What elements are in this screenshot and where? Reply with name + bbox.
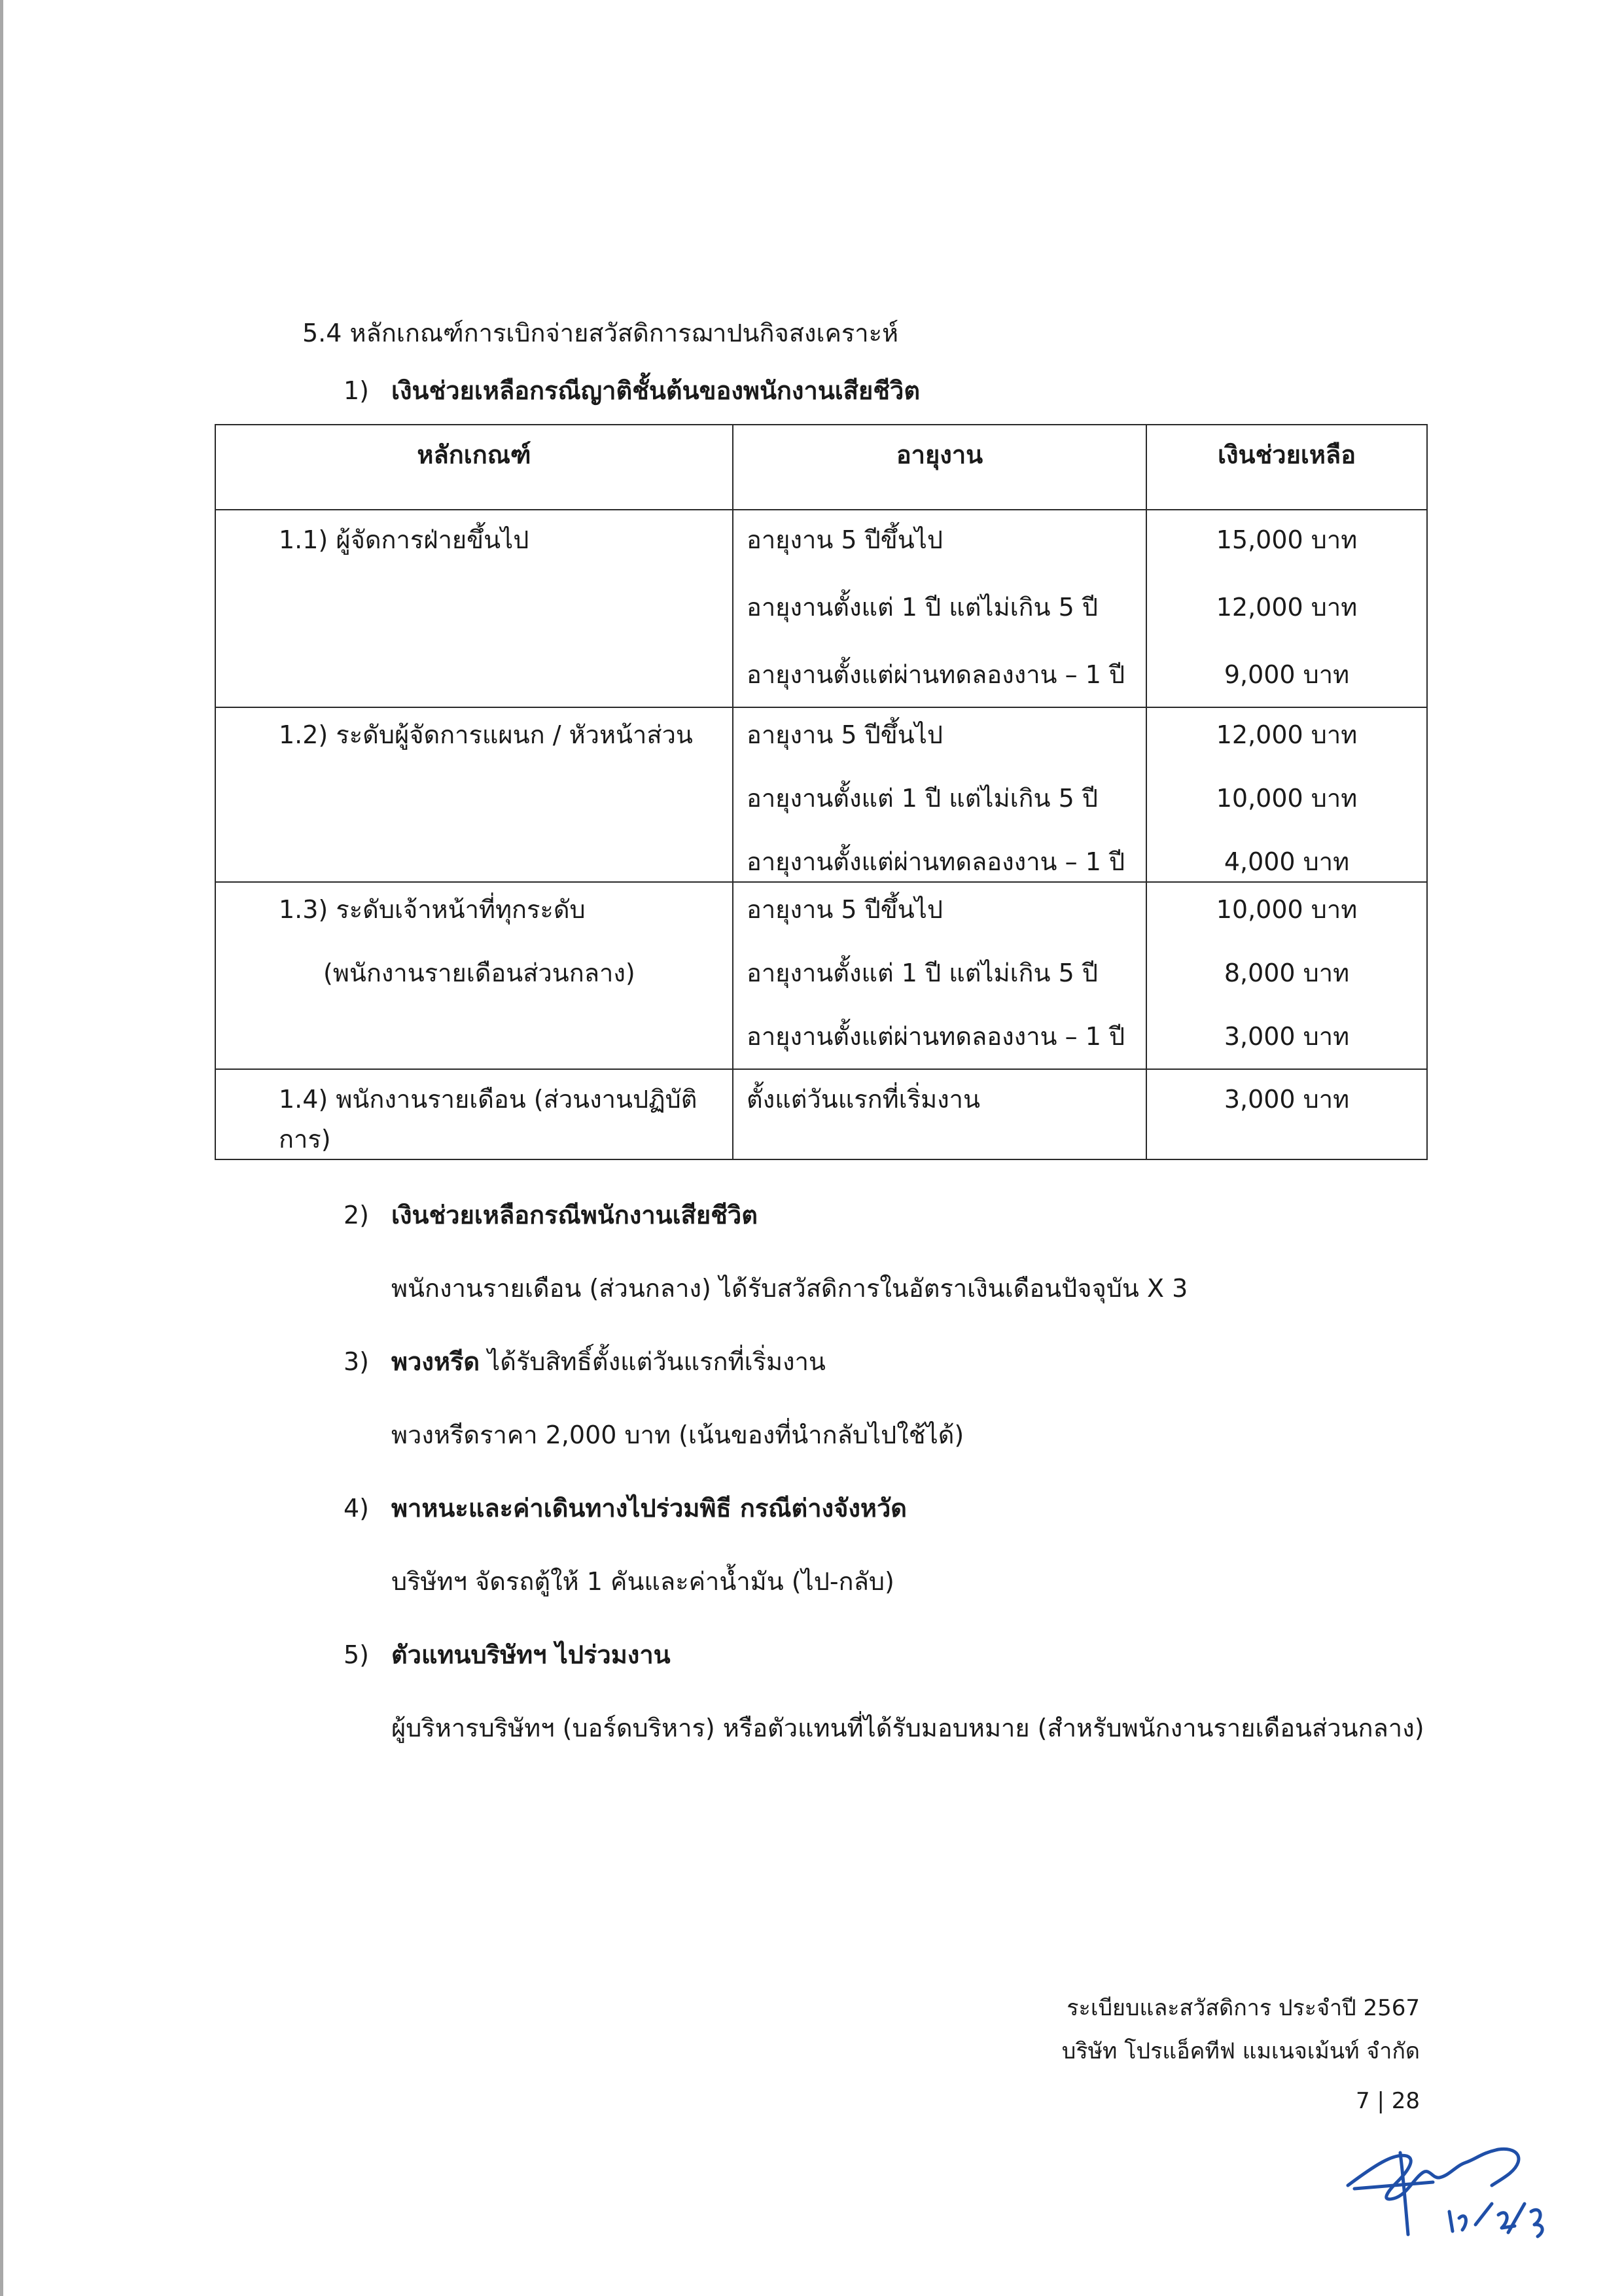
- amount-text: 10,000 บาท: [1216, 784, 1358, 813]
- section-heading: 5.4 หลักเกณฑ์การเบิกจ่ายสวัสดิการฌาปนกิจสงเคราะห์: [302, 319, 899, 347]
- amount-text: 8,000 บาท: [1224, 959, 1350, 987]
- item-3-title: พวงหรีด: [391, 1347, 480, 1376]
- page-number: 7 | 28: [1356, 2088, 1420, 2114]
- tenure-text: อายุงานตั้งแต่ผ่านทดลองงาน – 1 ปี: [747, 660, 1125, 689]
- tenure-text: อายุงานตั้งแต่ 1 ปี แต่ไม่เกิน 5 ปี: [747, 593, 1098, 622]
- table-row: [215, 707, 1427, 882]
- amount-text: 12,000 บาท: [1216, 593, 1358, 622]
- tenure-text: อายุงานตั้งแต่ 1 ปี แต่ไม่เกิน 5 ปี: [747, 959, 1098, 987]
- item-5-title: ตัวแทนบริษัทฯ ไปร่วมงาน: [391, 1640, 671, 1669]
- tenure-text: อายุงาน 5 ปีขึ้นไป: [747, 895, 943, 924]
- item-3-body: พวงหรีดราคา 2,000 บาท (เน้นของที่นำกลับไปใช้ได้): [391, 1421, 964, 1449]
- amount-text: 9,000 บาท: [1224, 660, 1350, 689]
- table-header-row: [215, 425, 1427, 510]
- item-1-number: 1): [344, 376, 370, 405]
- amount-text: 3,000 บาท: [1224, 1022, 1350, 1051]
- amount-text: 4,000 บาท: [1224, 847, 1350, 876]
- table-header-tenure: อายุงาน: [896, 440, 983, 469]
- amount-text: 12,000 บาท: [1216, 720, 1358, 749]
- criteria-table: [215, 424, 1428, 1160]
- criteria-text: 1.1) ผู้จัดการฝ่ายขึ้นไป: [279, 525, 529, 554]
- table-row: [215, 1069, 1427, 1159]
- criteria-text: 1.4) พนักงานรายเดือน (ส่วนงานปฏิบัติการ): [279, 1085, 697, 1154]
- item-3-title-rest: ได้รับสิทธิ์ตั้งแต่วันแรกที่เริ่มงาน: [480, 1347, 826, 1376]
- item-2-number: 2): [344, 1201, 370, 1229]
- table-row: [215, 510, 1427, 707]
- item-2-title: เงินช่วยเหลือกรณีพนักงานเสียชีวิต: [391, 1201, 758, 1229]
- item-5-heading: [391, 1642, 671, 1667]
- item-5-body: ผู้บริหารบริษัทฯ (บอร์ดบริหาร) หรือตัวแทนที่ได้รับมอบหมาย (สำหรับพนักงานรายเดือนส่วนกลาง): [391, 1714, 1424, 1742]
- tenure-text: อายุงาน 5 ปีขึ้นไป: [747, 525, 943, 554]
- criteria-subtext: (พนักงานรายเดือนส่วนกลาง): [323, 959, 635, 987]
- footer-company: บริษัท โปรแอ็คทีฟ แมเนจเม้นท์ จำกัด: [1061, 2038, 1420, 2064]
- criteria-text: 1.3) ระดับเจ้าหน้าที่ทุกระดับ: [279, 895, 586, 924]
- criteria-text: 1.2) ระดับผู้จัดการแผนก / หัวหน้าส่วน: [279, 720, 693, 749]
- table-header-criteria: หลักเกณฑ์: [417, 440, 531, 469]
- scan-edge: [0, 0, 3, 2296]
- item-4-heading: [391, 1496, 907, 1521]
- item-1-title: เงินช่วยเหลือกรณีญาติชั้นต้นของพนักงานเสียชีวิต: [391, 376, 921, 405]
- tenure-text: ตั้งแต่วันแรกที่เริ่มงาน: [747, 1085, 980, 1114]
- amount-text: 3,000 บาท: [1224, 1085, 1350, 1114]
- item-5-number: 5): [344, 1640, 370, 1669]
- item-4-body: บริษัทฯ จัดรถตู้ให้ 1 คันและค่าน้ำมัน (ไป-กลับ): [391, 1567, 894, 1596]
- item-2-body: พนักงานรายเดือน (ส่วนกลาง) ได้รับสวัสดิการในอัตราเงินเดือนปัจจุบัน X 3: [391, 1274, 1188, 1303]
- tenure-text: อายุงานตั้งแต่ 1 ปี แต่ไม่เกิน 5 ปี: [747, 784, 1098, 813]
- tenure-text: อายุงานตั้งแต่ผ่านทดลองงาน – 1 ปี: [747, 847, 1125, 876]
- handwritten-signature: [1335, 2127, 1570, 2244]
- table-row: [215, 882, 1427, 1069]
- tenure-text: อายุงาน 5 ปีขึ้นไป: [747, 720, 943, 749]
- amount-text: 15,000 บาท: [1216, 525, 1358, 554]
- footer-doc-title: ระเบียบและสวัสดิการ ประจำปี 2567: [1067, 1995, 1420, 2021]
- item-4-title: พาหนะและค่าเดินทางไปร่วมพิธี กรณีต่างจังหวัด: [391, 1494, 907, 1523]
- item-4-number: 4): [344, 1494, 370, 1523]
- item-3-heading: [391, 1349, 826, 1374]
- amount-text: 10,000 บาท: [1216, 895, 1358, 924]
- item-2-heading: [391, 1203, 758, 1227]
- tenure-text: อายุงานตั้งแต่ผ่านทดลองงาน – 1 ปี: [747, 1022, 1125, 1051]
- item-3-number: 3): [344, 1347, 370, 1376]
- table-header-amount: เงินช่วยเหลือ: [1217, 440, 1356, 469]
